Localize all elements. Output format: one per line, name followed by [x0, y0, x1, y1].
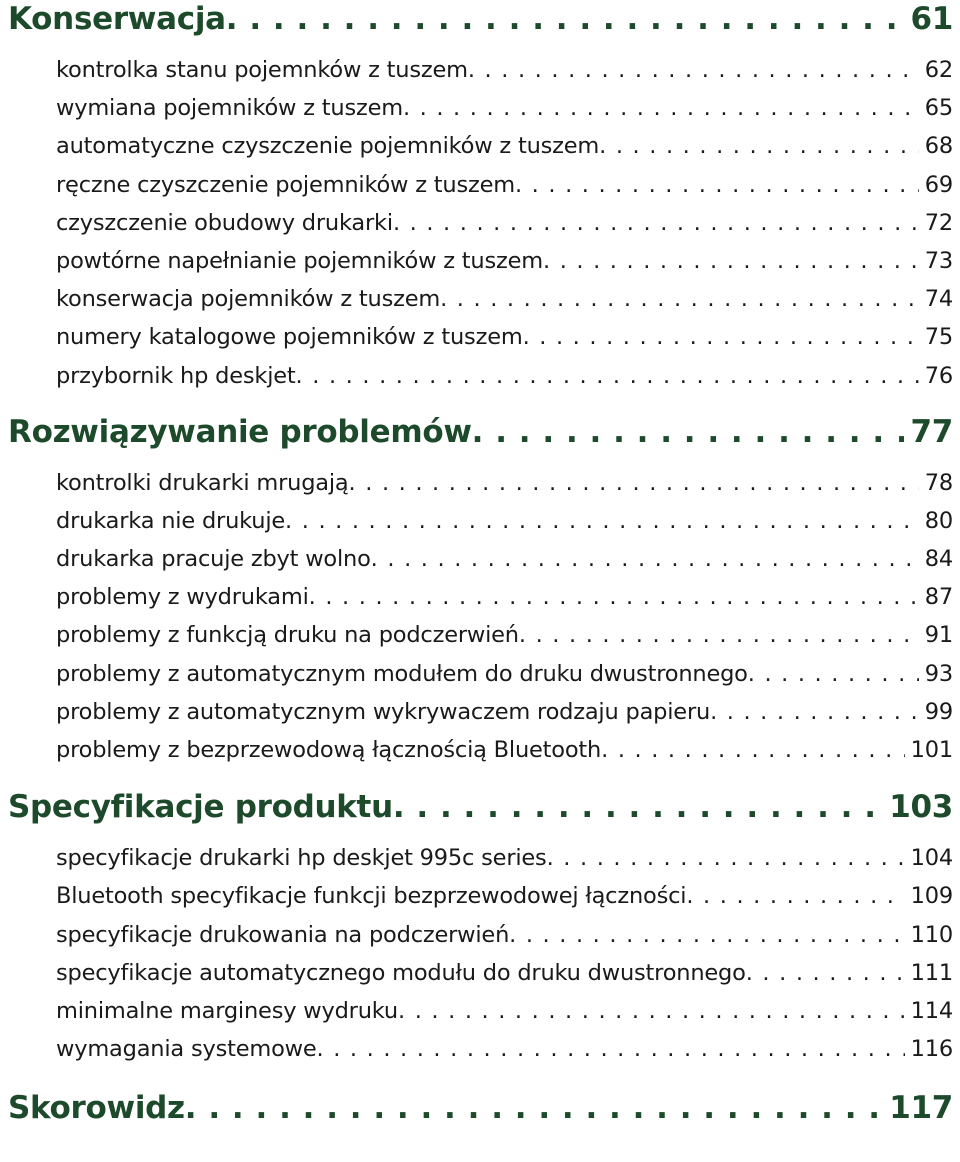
entry-label: minimalne marginesy wydruku: [56, 997, 398, 1024]
section-heading: [0, 1, 960, 43]
dot-leader: [472, 414, 905, 450]
entry-label: drukarka nie drukuje: [56, 507, 286, 534]
toc-entry: [0, 57, 960, 95]
entry-label: konserwacja pojemników z tuszem: [56, 286, 441, 313]
section-entries: [0, 456, 960, 776]
toc-entry: [0, 1036, 960, 1074]
section-page-number: 103: [889, 789, 953, 826]
toc-entry: [0, 95, 960, 133]
entry-page-number: 62: [924, 57, 953, 83]
entry-page-number: 78: [924, 469, 953, 496]
entry-label: ręczne czyszczenie pojemników z tuszem: [56, 171, 515, 198]
dot-leader: [309, 584, 919, 610]
entry-label: specyfikacje drukarki hp deskjet 995c series: [56, 845, 547, 872]
dot-leader: [509, 922, 905, 948]
toc-entry: [0, 363, 960, 401]
entry-label: automatyczne czyszczenie pojemników z tuszem: [56, 133, 600, 160]
dot-leader: [468, 57, 919, 83]
dot-leader: [403, 95, 919, 121]
dot-leader: [599, 133, 919, 159]
entry-page-number: 69: [924, 171, 953, 198]
dot-leader: [543, 248, 919, 274]
toc-section: [0, 414, 960, 776]
entry-page-number: 93: [924, 660, 953, 687]
dot-leader: [519, 622, 919, 648]
toc-entry: [0, 248, 960, 286]
section-entries: [0, 831, 960, 1074]
entry-label: problemy z automatycznym modułem do druku dwustronnego: [56, 660, 748, 687]
entry-label: kontrolka stanu pojemnków z tuszem: [56, 57, 468, 83]
entry-label: specyfikacje drukowania na podczerwień: [56, 921, 510, 948]
entry-label: czyszczenie obudowy drukarki: [56, 209, 393, 236]
section-title: Konserwacja: [8, 1, 226, 37]
section-title: Specyfikacje produktu: [8, 789, 393, 826]
toc-section: [0, 1090, 960, 1132]
entry-page-number: 104: [910, 845, 953, 872]
entry-label: numery katalogowe pojemników z tuszem: [56, 324, 523, 351]
entry-page-number: 73: [924, 247, 953, 274]
dot-leader: [393, 210, 919, 236]
toc-entry: [0, 845, 960, 883]
section-heading: [0, 414, 960, 456]
toc-entry: [0, 998, 960, 1036]
dot-leader: [398, 998, 905, 1024]
dot-leader: [226, 1, 905, 37]
toc-entry: [0, 737, 960, 775]
toc-entry: [0, 584, 960, 622]
dot-leader: [547, 845, 905, 871]
entry-page-number: 84: [924, 546, 953, 573]
entry-page-number: 65: [924, 95, 953, 122]
section-page-number: 61: [910, 1, 953, 37]
dot-leader: [285, 508, 919, 534]
dot-leader: [746, 960, 905, 986]
section-page-number: 117: [889, 1090, 953, 1127]
toc-entry: [0, 133, 960, 171]
entry-page-number: 74: [924, 286, 953, 313]
dot-leader: [686, 883, 904, 909]
entry-label: specyfikacje automatycznego modułu do druku dwustronnego: [56, 959, 746, 986]
toc-section: [0, 789, 960, 1074]
entry-page-number: 109: [910, 883, 953, 910]
dot-leader: [317, 1036, 905, 1062]
entry-label: drukarka pracuje zbyt wolno: [56, 546, 371, 573]
entry-page-number: 76: [924, 362, 953, 389]
section-title: Rozwiązywanie problemów: [8, 413, 472, 450]
entry-page-number: 114: [910, 997, 953, 1024]
dot-leader: [296, 363, 919, 389]
dot-leader: [601, 737, 905, 763]
dot-leader: [515, 172, 919, 198]
toc-entry: [0, 324, 960, 362]
entry-label: wymiana pojemników z tuszem: [56, 95, 403, 122]
entry-page-number: 68: [924, 133, 953, 160]
entry-page-number: 116: [910, 1036, 953, 1063]
section-title: Skorowidz: [8, 1090, 185, 1127]
entry-page-number: 91: [924, 622, 953, 649]
entry-page-number: 75: [924, 324, 953, 351]
entry-label: Bluetooth specyfikacje funkcji bezprzewodowej łączności: [56, 883, 687, 910]
toc-entry: [0, 699, 960, 737]
toc-entry: [0, 960, 960, 998]
entry-page-number: 87: [924, 584, 953, 611]
section-entries: [0, 43, 960, 401]
entry-label: problemy z funkcją druku na podczerwień: [56, 622, 519, 649]
toc-section: [0, 1, 960, 401]
dot-leader: [710, 699, 919, 725]
toc-entry: [0, 546, 960, 584]
entry-label: przybornik hp deskjet: [56, 362, 296, 389]
dot-leader: [371, 546, 919, 572]
toc-entry: [0, 883, 960, 921]
dot-leader: [748, 661, 919, 687]
dot-leader: [523, 324, 919, 350]
section-page-number: 77: [910, 413, 953, 450]
dot-leader: [185, 1090, 883, 1126]
entry-label: problemy z automatycznym wykrywaczem rodzaju papieru: [56, 698, 711, 725]
toc-entry: [0, 922, 960, 960]
toc-entry: [0, 508, 960, 546]
dot-leader: [393, 789, 883, 825]
toc-entry: [0, 286, 960, 324]
entry-label: kontrolki drukarki mrugają: [56, 469, 349, 496]
toc-entry: [0, 470, 960, 508]
entry-page-number: 80: [924, 507, 953, 534]
dot-leader: [349, 470, 919, 496]
dot-leader: [440, 286, 919, 312]
section-heading: [0, 789, 960, 831]
entry-label: powtórne napełnianie pojemników z tuszem: [56, 247, 543, 274]
entry-label: problemy z bezprzewodową łącznością Bluetooth: [56, 737, 602, 763]
entry-page-number: 111: [910, 959, 953, 986]
toc-entry: [0, 661, 960, 699]
entry-page-number: 110: [910, 921, 953, 948]
toc-entry: [0, 172, 960, 210]
entry-label: wymagania systemowe: [56, 1036, 317, 1063]
section-heading: [0, 1090, 960, 1132]
toc-entry: [0, 210, 960, 248]
entry-page-number: 99: [924, 698, 953, 725]
toc-entry: [0, 622, 960, 660]
entry-page-number: 72: [924, 209, 953, 236]
entry-label: problemy z wydrukami: [56, 584, 309, 611]
entry-page-number: 101: [910, 737, 953, 763]
